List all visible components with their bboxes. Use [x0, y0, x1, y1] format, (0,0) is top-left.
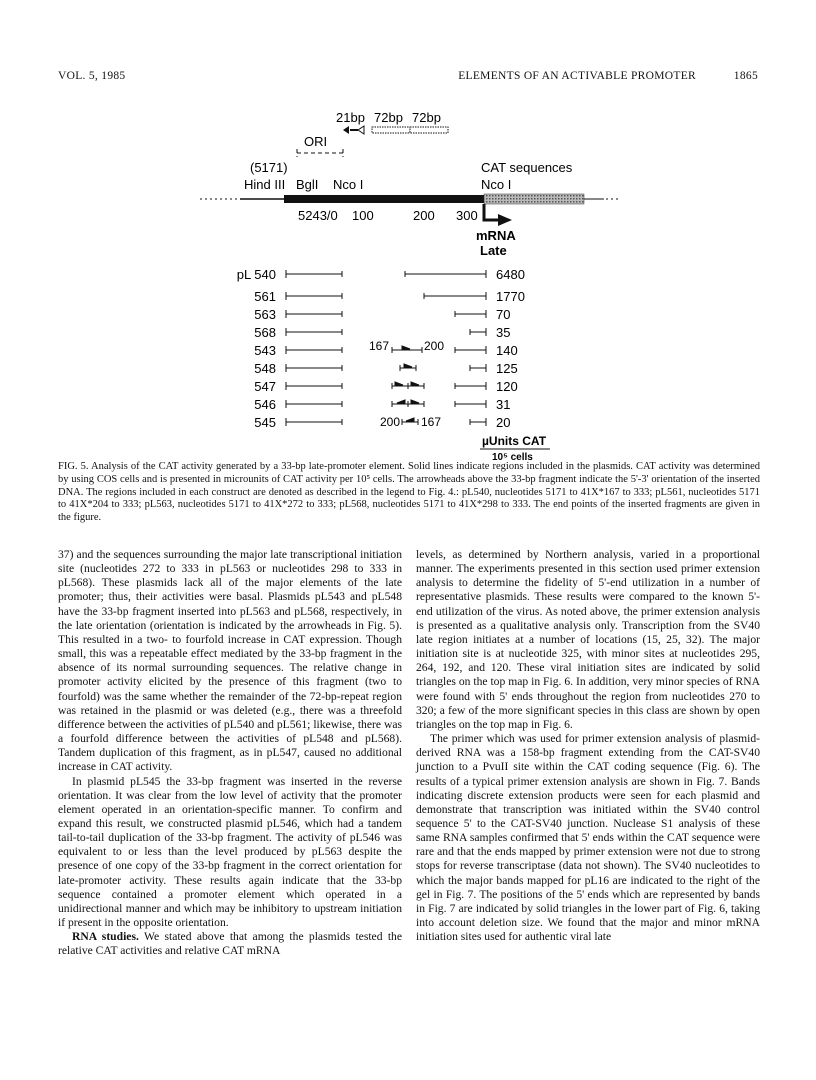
insert-545 — [402, 418, 418, 425]
paragraph: In plasmid pL545 the 33-bp fragment was inserted in the reverse orientation. It was clear from the low level of activity that the promoter element operated in an orientation-specific manner. To confirm and expand this result, we constructed plasmid pL546, which had a tandem tail-to-tail duplication of the 33-bp fragment. The activity of pL546 was equivalent to or less than the level produced by pL563 despite the presence of one copy of the 33-bp fragment in the correct orientation for late-promoter activity. These results again indicate that the 33-bp sequence contained a promoter element which operated in a unidirectional manner and which may be inhibitory to upstream initiation if present in the opposite orientation. — [58, 774, 402, 930]
plasmid-name: 568 — [254, 325, 276, 340]
paragraph-text: We stated above that among the plasmids tested the relative CAT activities and relative CAT mRNA — [58, 930, 402, 958]
cat-value: 140 — [496, 343, 518, 358]
segment-left — [286, 382, 342, 390]
label-72bp-1: 72bp — [374, 110, 403, 125]
segment-right — [455, 400, 486, 408]
label-ori: ORI — [304, 134, 328, 149]
figure-5 — [0, 0, 816, 460]
segment-right — [455, 382, 486, 390]
cat-value: 31 — [496, 397, 511, 412]
insert-547 — [392, 382, 424, 389]
label-cells: 10⁵ cells — [492, 452, 533, 460]
label-units: µUnits CAT — [482, 434, 547, 448]
insert-label-167: 167 — [368, 339, 389, 353]
box-72bp-2 — [410, 127, 448, 133]
section-heading: RNA studies. — [72, 930, 139, 944]
segment-right — [424, 292, 486, 300]
tick-100: 100 — [352, 208, 374, 223]
figure-caption: FIG. 5. Analysis of the CAT activity generated by a 33-bp late-promoter element. Solid lines indicate regions included in the plasmids. CAT activity was determined by using COS cells and is presented in microunits of CAT activity per 10⁵ cells. The arrowheads above the 33-bp fragment indicate the 5'-3' orientation of the inserted DNA. The regions included in each construct are denoted as described in the legend to Fig. 4.: pL540, nucleotides 5171 to 41X*167 to 333; pL561, nucleotides 5171 to 41X*204 to 333; pL563, nucleotides 5171 to 41X*272 to 333; pL568, nucleotides 5171 to 41X*298 to 333. The end points of the inserted fragments are given in the figure. — [58, 461, 760, 524]
paragraph — [58, 930, 402, 958]
plasmid-name: 548 — [254, 361, 276, 376]
segment-left — [286, 292, 342, 300]
segment-right — [470, 364, 486, 372]
segment-left — [286, 400, 342, 408]
left-column — [58, 548, 402, 959]
journal-volume: VOL. 5, 1985 — [58, 70, 126, 82]
map-sv40-region — [284, 195, 484, 203]
arrow-21bp-open — [358, 126, 364, 134]
segment-left — [286, 270, 342, 278]
cat-value: 20 — [496, 415, 511, 430]
site-ncoi-2: Nco I — [481, 177, 512, 192]
insert-label-200-rev: 200 — [379, 415, 400, 429]
cat-value: 125 — [496, 361, 518, 376]
site-bgli: BglI — [296, 177, 319, 192]
cat-value: 120 — [496, 379, 518, 394]
segment-right — [405, 270, 486, 278]
plasmid-name: 547 — [254, 379, 276, 394]
segment-right — [470, 328, 486, 336]
insert-548 — [400, 364, 416, 371]
repeat-boxes — [343, 126, 448, 134]
label-cat-sequences: CAT sequences — [481, 160, 573, 175]
plasmid-name: 563 — [254, 307, 276, 322]
segment-left — [286, 328, 342, 336]
insert-543 — [392, 346, 422, 353]
insert-label-200: 200 — [424, 339, 445, 353]
plasmid-name: 561 — [254, 289, 276, 304]
plasmid-name: 543 — [254, 343, 276, 358]
label-72bp-2: 72bp — [412, 110, 441, 125]
site-ncoi-1: Nco I — [333, 177, 364, 192]
label-mrna: mRNA — [476, 228, 516, 243]
map-cat-region — [484, 194, 584, 204]
genome-map — [200, 194, 620, 226]
tick-200: 200 — [413, 208, 435, 223]
arrow-21bp-solid — [343, 126, 349, 134]
segment-left — [286, 364, 342, 372]
insert-546 — [392, 400, 424, 407]
paragraph: 37) and the sequences surrounding the major late transcriptional initiation site (nucleotides 272 to 333 in pL563 or nucleotides 298 to 333 in pL568). These plasmids lack all of the major elements of the late promoter; thus, their activities were basal. Plasmids pL543 and pL548 have the 33-bp fragment inserted into pL563 and pL568, respectively, in the late orientation (orientation is indicated by the arrowheads in Fig. 5). This resulted in a two- to fourfold increase in CAT expression. Though small, this was a repeatable effect mediated by the 33-bp fragment in the absence of its normal surrounding sequences. The relative change in promoter activity elicited by the presence of this fragment (two to fourfold) was the same whether the remainder of the 72-bp-repeat region was retained in the plasmid or was deleted (e.g., there was a threefold difference between the activities of pL540 and pL561; likewise, there was a fourfold difference between the activities of pL548 and pL568). Tandem duplication of this fragment, as in pL547, caused no additional increase in CAT activity. — [58, 548, 402, 774]
site-hindiii: Hind III — [244, 177, 286, 192]
label-5171: (5171) — [250, 160, 288, 175]
label-late: Late — [480, 243, 507, 258]
paragraph: levels, as determined by Northern analysis, varied in a proportional manner. The experiments presented in this section used primer extension analysis to determine the fidelity of 5'-end utilization in a number of representative plasmids. These results were compared to the known 5'-end utilization of the virus. As noted above, the primer extension analysis is presented as a qualitative analysis only. Transcription from the SV40 late region initiates at a number of locations (15, 25, 32). The major initiation site is at nucleotide 325, with minor sites at nucleotides 295, 264, 192, and 120. These viral initiation sites are indicated by solid triangles on the top map in Fig. 6. In addition, very minor species of RNA were found with 5' ends throughout the region from nucleotides 270 to 320; a few of the more significant species in this class are shown by open triangles on the top map in Fig. 6. — [416, 548, 760, 731]
running-title: ELEMENTS OF AN ACTIVABLE PROMOTER — [458, 70, 696, 82]
plasmid-rows — [237, 267, 525, 430]
mrna-arrowhead — [498, 214, 512, 226]
tick-5243: 5243/0 — [298, 208, 338, 223]
paragraph: The primer which was used for primer extension analysis of plasmid-derived RNA was a 158-bp fragment extending from the CAT-SV40 junction to a PvuII site within the CAT coding sequence (Fig. 6). The results of a typical primer extension analysis are shown in Fig. 7. Bands indicating discrete extension products were seen for each plasmid and demonstrate that transcription was initiated within the SV40 control sequence 5' to the CAT-SV40 junction. Nuclease S1 analysis of these same RNA samples confirmed that 5' ends within the CAT sequence were rare and that the ends mapped by primer extension were not due to strong stops for reverse transcriptase (data not shown). The SV40 nucleotides to which the major bands mapped for pL16 are indicated to the right of the gel in Fig. 7. The positions of the 5' ends which are represented by bands in Fig. 7 are indicated by solid triangles in the lower part of Fig. 6, taking into account deletion size. We found that the major and minor mRNA initiation sites used for authentic viral late — [416, 732, 760, 944]
cat-value: 70 — [496, 307, 511, 322]
segment-left — [286, 310, 342, 318]
plasmid-name: pL 540 — [236, 267, 276, 282]
plasmid-name: 545 — [254, 415, 276, 430]
plasmid-name: 546 — [254, 397, 276, 412]
box-72bp-1 — [372, 127, 410, 133]
insert-label-167-rev: 167 — [421, 415, 442, 429]
right-column — [416, 548, 760, 944]
tick-300: 300 — [456, 208, 478, 223]
segment-left — [286, 346, 342, 354]
cat-value: 6480 — [496, 267, 525, 282]
segment-left — [286, 418, 342, 426]
mrna-arrow-shaft — [484, 204, 498, 220]
page-number: 1865 — [733, 70, 758, 82]
cat-value: 1770 — [496, 289, 525, 304]
ori-span — [297, 149, 343, 157]
segment-right — [455, 346, 486, 354]
cat-value: 35 — [496, 325, 511, 340]
segment-right — [455, 310, 486, 318]
segment-right — [470, 418, 486, 426]
label-21bp: 21bp — [336, 110, 365, 125]
